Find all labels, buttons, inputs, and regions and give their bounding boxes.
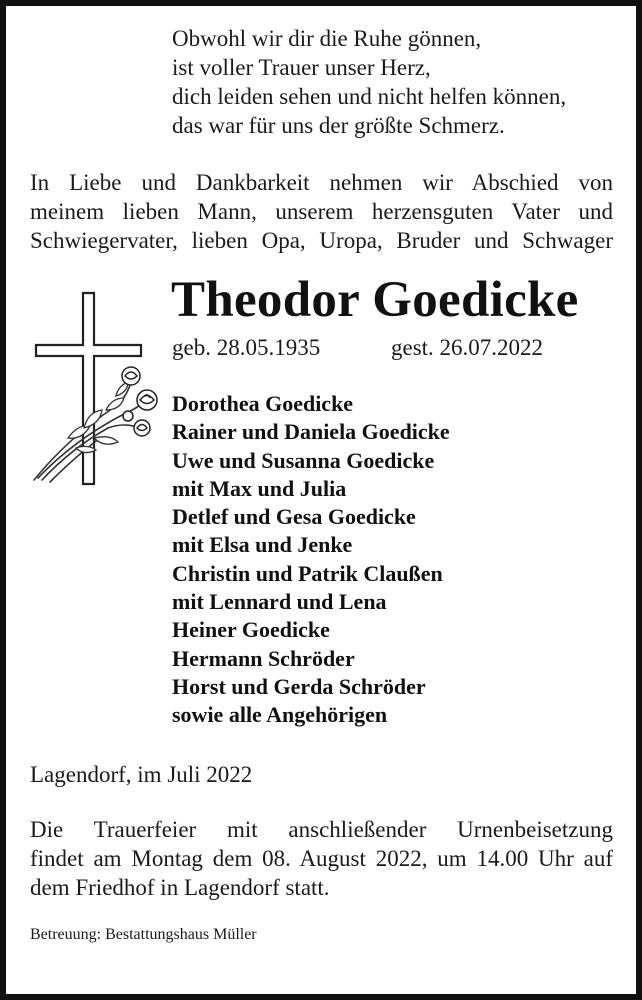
mourner-line: Hermann Schröder [172,645,355,671]
ceremony-line: Die Trauerfeier mit anschließender Urnenbeisetzung [30,817,613,842]
poem [172,24,566,140]
poem-line: das war für uns der größte Schmerz. [172,113,505,138]
mourner-line: Dorothea Goedicke [172,391,354,416]
intro-line: In Liebe und Dankbarkeit nehmen wir Abschied von [30,170,613,195]
intro-line: meinem lieben Mann, unserem herzensguten Vater und [30,199,613,224]
mourner-line: Rainer und Daniela Goedicke [172,419,450,445]
cross-with-roses-icon [28,288,163,493]
poem-line: ist voller Trauer unser Herz, [172,55,431,80]
ceremony-text [30,815,613,902]
mourner-line: Uwe und Susanna Goedicke [172,447,435,473]
intro-line: Schwiegervater, lieben Opa, Uropa, Bruder und Schwager [30,228,613,253]
mourner-line: mit Lennard und Lena [172,589,387,615]
poem-line: dich leiden sehen und nicht helfen können, [172,84,567,109]
ceremony-line: findet am Montag dem 08. August 2022, um 14.00 Uhr auf [30,846,613,871]
intro-text [30,168,613,255]
mourner-line: mit Max und Julia [172,475,347,501]
birth-date: geb. 28.05.1935 [172,335,321,360]
place-date: Lagendorf, im Juli 2022 [30,762,253,787]
mourner-line: Heiner Goedicke [172,617,330,643]
life-dates [172,334,544,362]
mourner-line: mit Elsa und Jenke [172,532,353,558]
deceased-name: Theodor Goedicke [171,272,579,328]
death-date: gest. 26.07.2022 [391,335,544,360]
funeral-home-credit: Betreuung: Bestattungshaus Müller [30,926,257,943]
mourner-line: Detlef und Gesa Goedicke [172,504,416,530]
poem-line: Obwohl wir dir die Ruhe gönnen, [172,26,482,51]
ceremony-line: dem Friedhof in Lagendorf statt. [30,875,330,900]
mourner-line: Horst und Gerda Schröder [172,673,426,699]
mourner-line: sowie alle Angehörigen [172,702,388,728]
mourners-list [172,390,450,730]
mourner-line: Christin und Patrik Claußen [172,560,443,586]
